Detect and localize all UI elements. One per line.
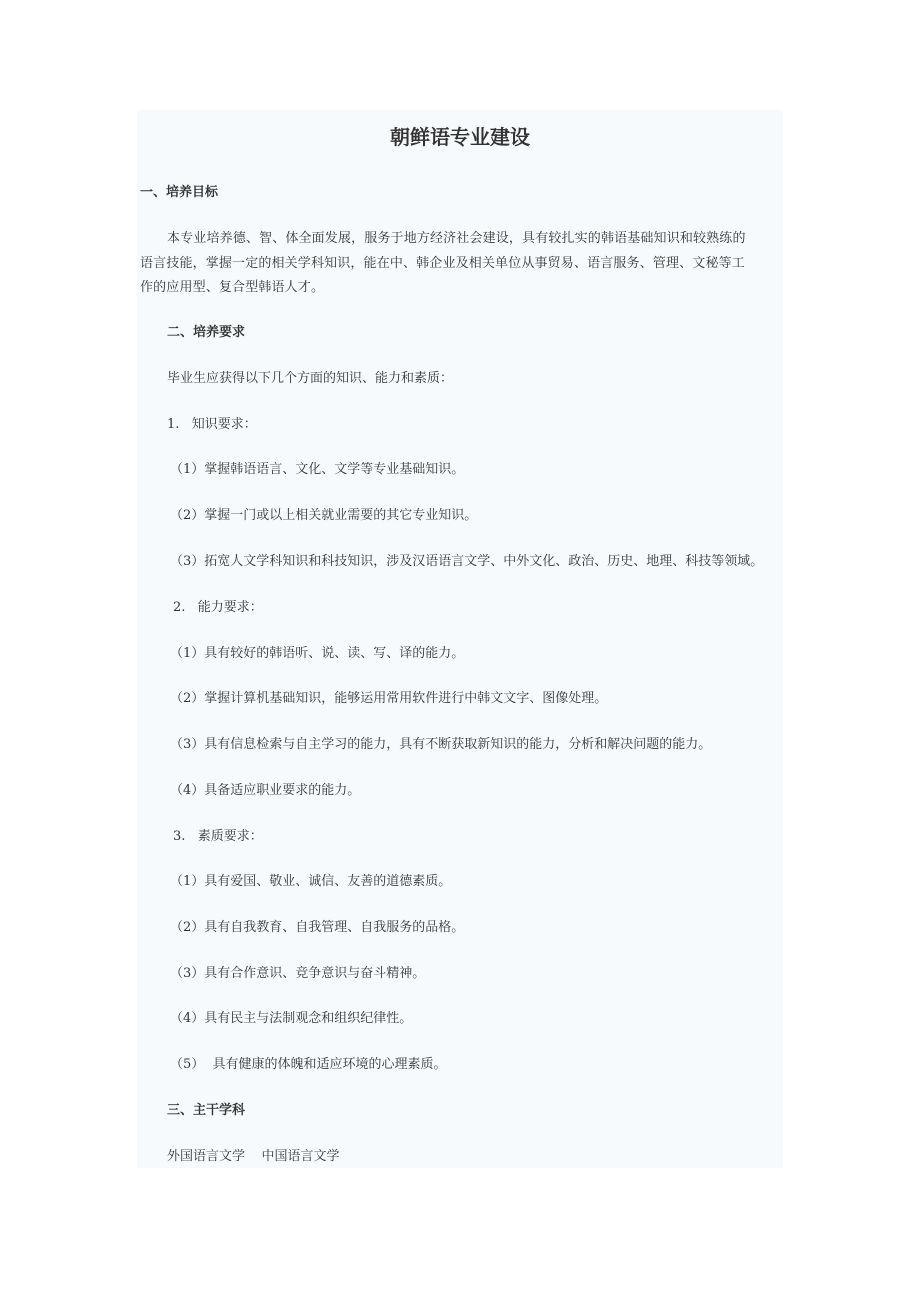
paragraph-line: 语言技能，掌握一定的相关学科知识，能在中、韩企业及相关单位从事贸易、语言服务、管理、文秘等工 [140, 256, 745, 271]
list-item: （2）掌握一门或以上相关就业需要的其它专业知识。 [170, 508, 478, 523]
main-disciplines-content: 外国语言文学 中国语言文学 [167, 1149, 340, 1164]
list-item: （4）具备适应职业要求的能力。 [170, 783, 361, 798]
list-item: （2）具有自我教育、自我管理、自我服务的品格。 [170, 920, 465, 935]
list-item: （3）拓宽人文学科知识和科技知识，涉及汉语语言文学、中外文化、政治、历史、地理、科技等领域。 [170, 554, 764, 569]
paragraph-line: 本专业培养德、智、体全面发展，服务于地方经济社会建设，具有较扎实的韩语基础知识和较熟练的 [167, 231, 746, 246]
list-item: （1）具有爱国、敬业、诚信、友善的道德素质。 [170, 874, 452, 889]
list-item: （1）掌握韩语语言、文化、文学等专业基础知识。 [170, 462, 465, 477]
list-item: （2）掌握计算机基础知识，能够运用常用软件进行中韩文文字、图像处理。 [170, 691, 608, 706]
list-item: （3）具有合作意识、竞争意识与奋斗精神。 [170, 966, 426, 981]
list-item: （5） 具有健康的体魄和适应环境的心理素质。 [170, 1057, 447, 1072]
section-heading-training-goals: 一、培养目标 [140, 185, 219, 200]
list-item: （4）具有民主与法制观念和组织纪律性。 [170, 1011, 413, 1026]
document-title: 朝鲜语专业建设 [390, 125, 530, 149]
section-heading-training-requirements: 二、培养要求 [167, 325, 246, 340]
knowledge-requirements-label: 1. 知识要求： [167, 417, 257, 432]
requirements-intro: 毕业生应获得以下几个方面的知识、能力和素质： [167, 371, 454, 386]
quality-requirements-label: 3. 素质要求： [173, 829, 263, 844]
list-item: （3）具有信息检索与自主学习的能力，具有不断获取新知识的能力，分析和解决问题的能力。 [170, 737, 712, 752]
list-item: （1）具有较好的韩语听、说、读、写、译的能力。 [170, 646, 465, 661]
section-heading-main-disciplines: 三、主干学科 [167, 1103, 246, 1118]
paragraph-line: 作的应用型、复合型韩语人才。 [140, 280, 325, 295]
ability-requirements-label: 2. 能力要求： [173, 600, 263, 615]
